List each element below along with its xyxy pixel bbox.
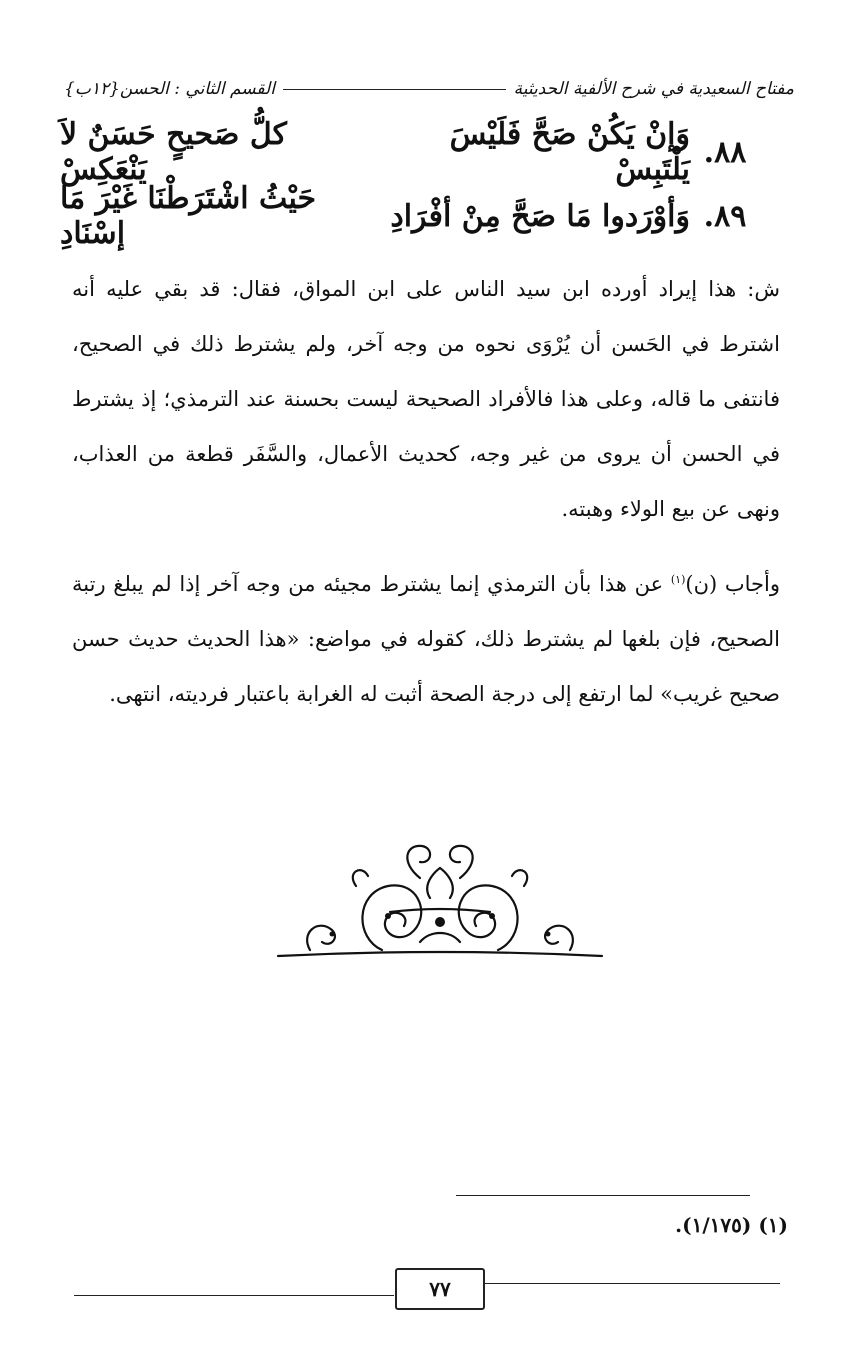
verse-second-hemistich: حَيْثُ اشْتَرَطْنَا غَيْرَ مَا إسْنَادِ	[60, 181, 317, 251]
bottom-rule-left	[74, 1295, 394, 1296]
verse-number: ٨٩.	[703, 198, 747, 234]
verse-first-hemistich: وَإنْ يَكُنْ صَحَّ فَلَيْسَ يَلْتَبِسْ	[449, 117, 690, 187]
verse-second-hemistich: كلُّ صَحيحٍ حَسَنٌ لاَ يَنْعَكِسْ	[60, 117, 287, 187]
running-header	[64, 74, 794, 104]
paragraph-body: عن هذا بأن الترمذي إنما يشترط مجيئه من وجه آخر إذا لم يبلغ رتبة الصحيح، فإن بلغها لم يشترط ذلك، كقوله في مواضع: «هذا الحديث حديث حسن صحيح غريب» لما ارتفع إلى درجة الصحة أثبت له الغرابة باعتبار فرديته، انتهى.	[72, 572, 780, 706]
commentary-paragraph-1: ش: هذا إيراد أورده ابن سيد الناس على ابن المواق، فقال: قد بقي عليه أنه اشترط في الحَسن أن يُرْوَى نحوه من وجه آخر، ولم يشترط ذلك في الصحيح، فانتفى ما قاله، وعلى هذا فالأفراد الصحيحة ليست بحسنة عند الترمذي؛ إذ يشترط في الحسن أن يروى من غير وجه، كحديث الأعمال، والسَّفَر قطعة من العذاب، ونهى عن بيع الولاء وهبته.	[72, 277, 780, 521]
footnote: (١) (١/١٧٥).	[675, 1213, 788, 1237]
verse-first-hemistich: وَأوْرَدوا مَا صَحَّ مِنْ أفْرَادِ	[390, 198, 690, 234]
header-rule	[283, 89, 506, 90]
footnote-rule	[456, 1195, 750, 1196]
footnote-reference[interactable]: (١)	[670, 573, 686, 586]
verse-number: ٨٨.	[703, 134, 747, 170]
bottom-rule-right	[484, 1283, 780, 1284]
paragraph-opening: وأجاب (ن)	[685, 572, 780, 596]
book-title: مفتاح السعيدية في شرح الألفية الحديثية	[513, 79, 794, 99]
commentary-paragraph-2	[72, 552, 780, 722]
section-title: القسم الثاني : الحسن{١٢ب}	[64, 79, 275, 99]
verse-89	[60, 181, 760, 251]
verse-88	[60, 117, 760, 187]
page-number: ٧٧	[395, 1268, 485, 1310]
decorative-ornament	[270, 838, 610, 968]
